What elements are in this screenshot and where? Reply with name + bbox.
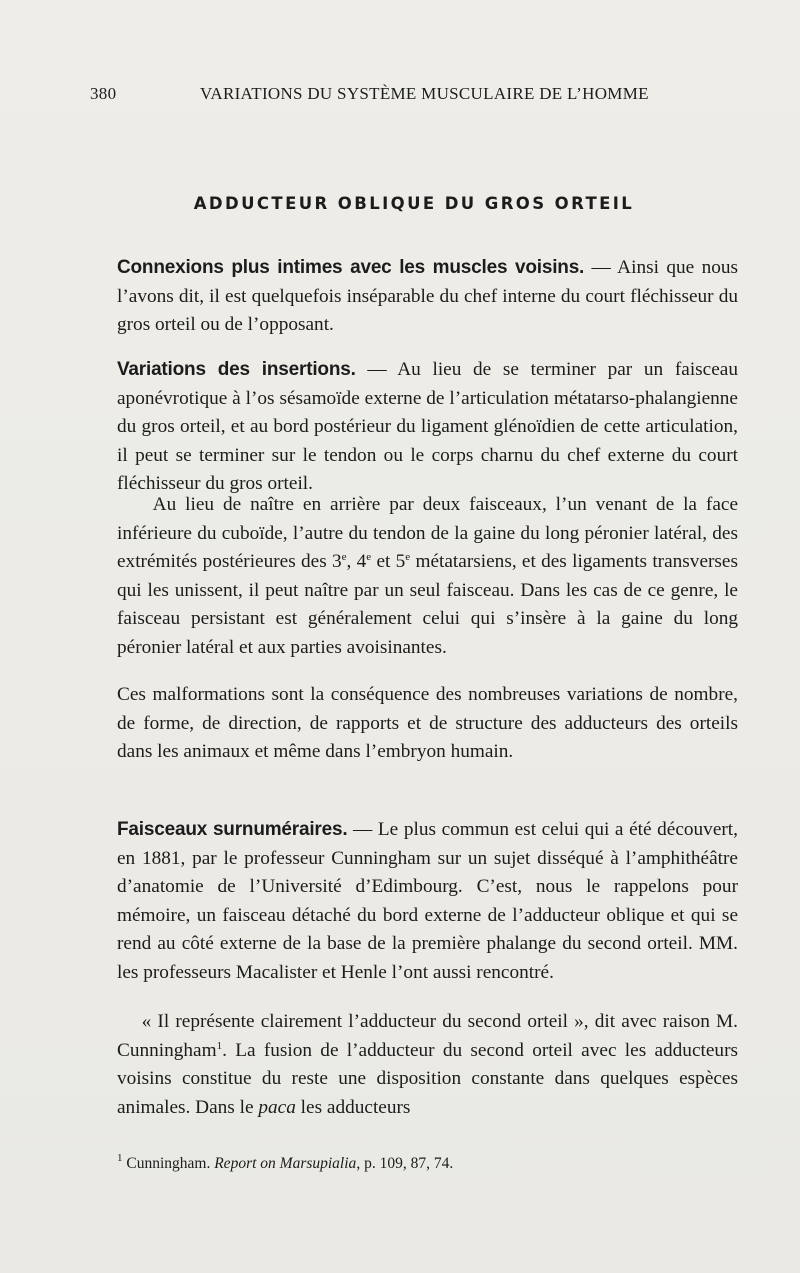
paragraph-heading: Variations des insertions. — [117, 359, 356, 380]
footnote-marker: 1 — [117, 1152, 123, 1164]
superscript: e — [366, 551, 372, 564]
paragraph-text: — Le plus commun est celui qui a été découvert, en 1881, par le professeur Cunningham sur un sujet disséqué à l’amphithéâtre d’anatomie de l’Université d’Edimbourg. C’est, nous le rappelons pour mémoire, un faisceau détaché du bord externe de l’adducteur oblique et qui se rend au côté externe de la base de la première phalange du second orteil. MM. les professeurs Macalister et Henle l’ont aussi rencontré. — [117, 819, 738, 983]
paragraph-text: Au lieu de naître en arrière par deux faisceaux, l’un venant de la face inférieure du cuboïde, l’autre du tendon de la gaine du long péronier latéral, des extrémités postérieures des 3 — [117, 494, 739, 573]
paragraph-malformations — [117, 681, 738, 767]
section-title: ADDUCTEUR OBLIQUE DU GROS ORTEIL — [193, 194, 635, 213]
running-title: VARIATIONS DU SYSTÈME MUSCULAIRE DE L’HOMME — [200, 84, 649, 103]
italic-term: paca — [258, 1096, 296, 1118]
paragraph-text: les adducteurs — [295, 1096, 411, 1118]
superscript: e — [341, 551, 347, 564]
paragraph-heading: Faisceaux surnuméraires. — [117, 819, 348, 840]
running-header — [90, 84, 738, 110]
footnote-pages: , p. 109, 87, 74. — [356, 1155, 454, 1172]
page-number: 380 — [90, 84, 117, 103]
paragraph-heading: Connexions plus intimes avec les muscles voisins. — [117, 257, 585, 278]
paragraph-text: . La fusion de l’adducteur du second orteil avec les adducteurs voisins constitue du reste une disposition constante dans quelques espèces animales. Dans le — [117, 1039, 738, 1118]
footnote-author: Cunningham. — [122, 1155, 215, 1172]
paragraph-naitre — [117, 491, 738, 663]
footnote-title: Report on Marsupialia — [214, 1155, 357, 1172]
footnote-reference: 1 — [216, 1039, 223, 1052]
superscript: e — [405, 551, 411, 564]
paragraph-text: métatarsiens, et des ligaments transverses qui les unissent, il peut naître par un seul faisceau. Dans les cas de ce genre, le faisceau persistant est généralement celui qui s’insère à la gaine du long péronier latéral et aux parties avoisinantes. — [117, 551, 738, 658]
paragraph-text: , 4 — [346, 551, 367, 573]
paragraph-text: — Ainsi que nous l’avons dit, il est quelquefois inséparable du chef interne du court fléchisseur du gros orteil ou de l’opposant. — [117, 257, 739, 336]
paragraph-faisceaux — [117, 816, 738, 988]
paragraph-text: « Il représente clairement l’adducteur du second orteil », dit avec raison M. Cunningham — [117, 1011, 739, 1061]
footnote — [117, 1153, 738, 1175]
paragraph-text: — Au lieu de se terminer par un faisceau aponévrotique à l’os sésamoïde externe de l’articulation métatarso-phalangienne du gros orteil, et au bord postérieur du ligament glénoïdien de cette articulation, il peut se terminer sur le tendon ou le corps charnu du chef externe du court fléchisseur du gros orteil. — [117, 359, 738, 495]
paragraph-represente — [117, 1008, 738, 1122]
paragraph-connexions — [117, 254, 738, 340]
paragraph-text: et 5 — [371, 551, 406, 573]
paragraph-text: Ces malformations sont la conséquence des nombreuses variations de nombre, de forme, de direction, de rapports et de structure des adducteurs des orteils dans les animaux et même dans l’embryon humain. — [117, 684, 738, 763]
